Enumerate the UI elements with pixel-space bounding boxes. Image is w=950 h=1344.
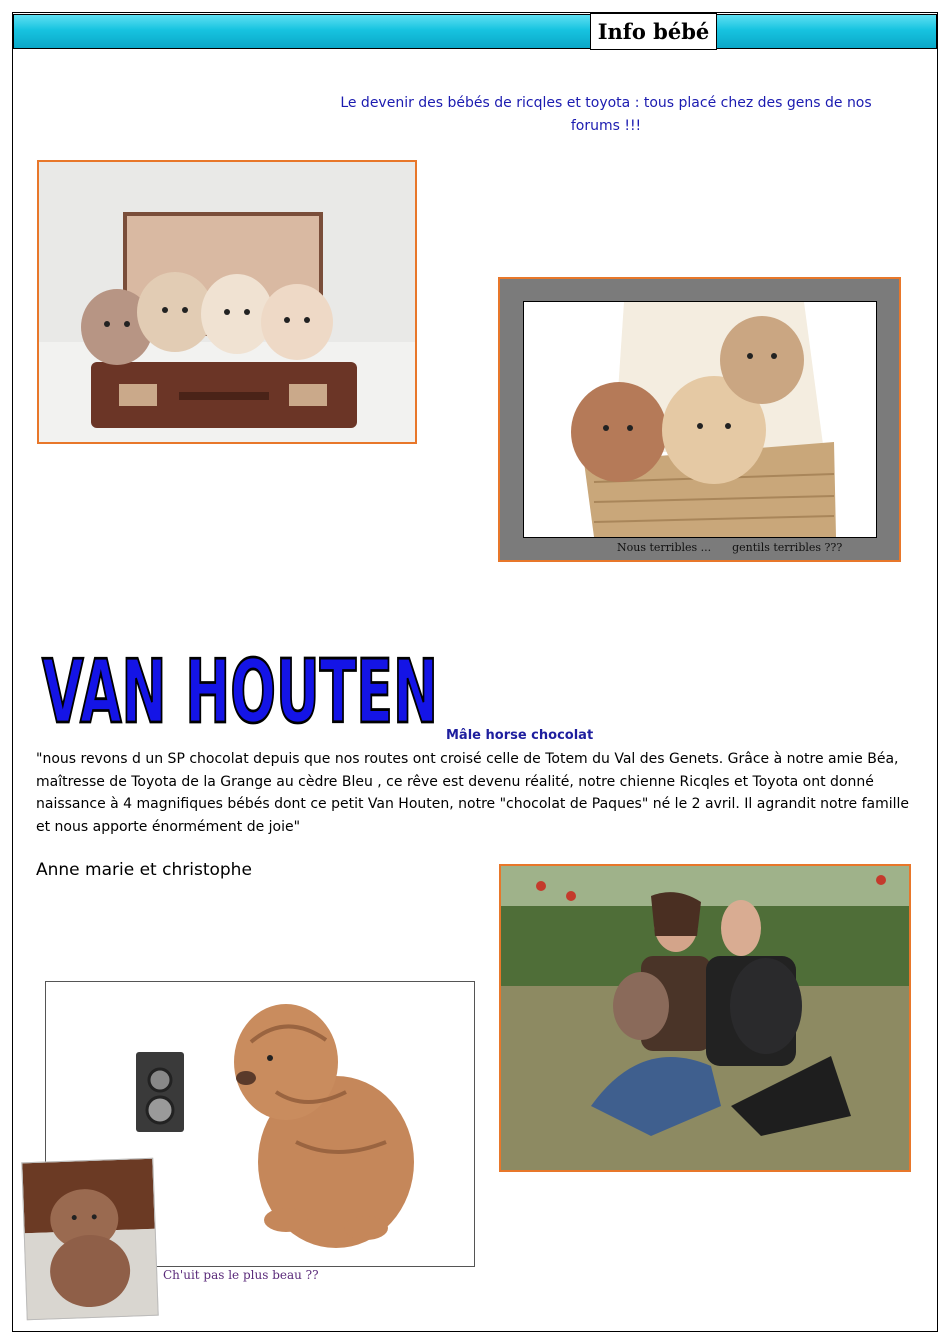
- header-bar-left: [13, 14, 591, 49]
- page-title: Info bébé: [590, 13, 717, 50]
- header-bar-right: [716, 14, 937, 49]
- male-subtitle: Mâle horse chocolat: [446, 728, 594, 743]
- signature: Anne marie et christophe: [36, 860, 252, 880]
- owners-photo: [499, 864, 911, 1172]
- basket-puppies-photo: [498, 277, 901, 562]
- van-houten-logo: [40, 630, 440, 740]
- basket-photo-caption: Nous terribles ... gentils terribles ???: [617, 541, 843, 554]
- story-paragraph-1: "nous revons d un SP chocolat depuis que nos routes ont croisé celle de Totem du Val des Genets. Grâce à notre amie Béa,: [36, 751, 899, 767]
- basket-photo-inner: [523, 301, 877, 538]
- story-text: [36, 748, 916, 838]
- intro-text: Le devenir des bébés de ricqles et toyota : tous placé chez des gens de nos forums !!!: [340, 95, 872, 134]
- van-houten-logo-text: VAN HOUTEN: [42, 640, 438, 740]
- small-puppy-photo: [21, 1158, 158, 1321]
- suitcase-puppies-photo: [37, 160, 417, 444]
- puppy-photo-caption: Ch'uit pas le plus beau ??: [163, 1268, 319, 1282]
- story-paragraph-2: maîtresse de Toyota de la Grange au cèdre Bleu , ce rêve est devenu réalité, notre chienne Ricqles et Toyota ont donné naissance à 4 magnifiques bébés dont ce petit Van Houten, notre "chocolat de Paques" né le 2 avril. Il agrandit notre famille et nous apporte énormément de joie": [36, 773, 910, 835]
